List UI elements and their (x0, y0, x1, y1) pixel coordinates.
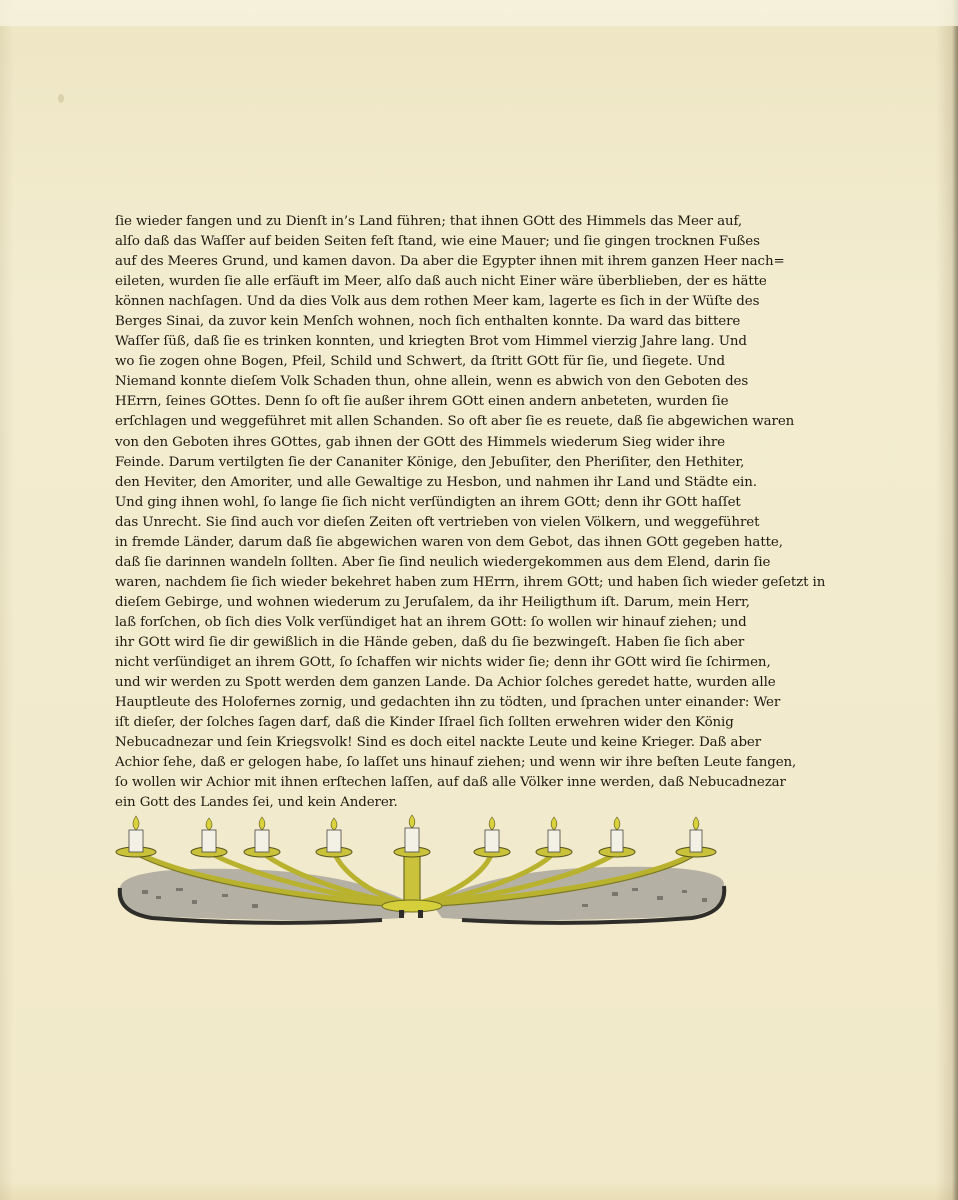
text-line: Waſſer ſüß, daß ſie es trinken konnten, und kriegten Brot vom Himmel vierzig Jahre lang. Und (115, 334, 747, 350)
text-line: und wir werden zu Spott werden dem ganzen Lande. Da Achior ſolches geredet hatte, wurden alle (115, 675, 776, 691)
text-line: den Heviter, den Amoriter, und alle Gewaltige zu Hesbon, und nahmen ihr Land und Städte ein. (115, 474, 757, 490)
text-line: auf des Meeres Grund, und kamen davon. Da aber die Egypter ihnen mit ihrem ganzen Heer nach= (115, 254, 785, 270)
text-line: das Unrecht. Sie ſind auch vor dieſen Zeiten oft vertrieben von vielen Völkern, und weggeführet (115, 514, 760, 530)
text-line: erſchlagen und weggeführet mit allen Schanden. So oft aber ſie es reuete, daß ſie abgewichen waren (115, 414, 795, 430)
text-line: alſo daß das Waſſer auf beiden Seiten feſt ſtand, wie eine Mauer; und ſie gingen trocknen Fußes (115, 234, 760, 250)
text-line: von den Geboten ihres GOttes, gab ihnen der GOtt des Himmels wiederum Sieg wider ihre (115, 434, 725, 450)
text-line: Niemand konnte dieſem Volk Schaden thun, ohne allein, wenn es abwich von den Geboten des (115, 374, 749, 390)
text-line: Berges Sinai, da zuvor kein Menſch wohnen, noch ſich enthalten konnte. Da ward das bittere (115, 314, 741, 330)
candles (116, 815, 716, 857)
text-line: iſt dieſer, der ſolches ſagen darf, daß die Kinder Iſrael ſich ſollten erwehren wider den König (115, 715, 734, 731)
text-line: Feinde. Darum vertilgten ſie der Cananiter Könige, den Jebuſiter, den Pheriſiter, den Hethiter, (115, 454, 745, 470)
text-line: in fremde Länder, darum daß ſie abgewichen waren von dem Gebot, das ihnen GOtt gegeben hatte, (115, 534, 783, 550)
text-line: Achior ſehe, daß er gelogen habe, ſo laſſet uns hinauf ziehen; und wenn wir ihre beſten Leute fangen, (115, 755, 797, 771)
text-line: ſo wollen wir Achior mit ihnen erſtechen laſſen, auf daß alle Völker inne werden, daß Nebucadnezar (115, 775, 786, 791)
text-line: ihr GOtt wird ſie dir gewißlich in die Hände geben, daß du ſie bezwingeſt. Haben ſie ſich aber (115, 634, 745, 650)
paper-stain (58, 94, 64, 103)
text-line: HErrn, ſeines GOttes. Denn ſo oft ſie außer ihrem GOtt einen andern anbeteten, wurden ſie (115, 394, 729, 410)
text-line: ſie wieder fangen und zu Dienſt in’s Land führen; that ihnen GOtt des Himmels das Meer auf, (115, 214, 743, 229)
text-line: Und ging ihnen wohl, ſo lange ſie ſich nicht verſündigten an ihrem GOtt; denn ihr GOtt haſſet (115, 494, 741, 510)
text-line: daß ſie darinnen wandeln ſollten. Aber ſie ſind neulich wiedergekommen aus dem Elend, darin ſie (115, 554, 771, 570)
page-top-edge (0, 0, 958, 26)
candelabrum-icon (112, 812, 732, 928)
text-line: nicht verſündiget an ihrem GOtt, ſo ſchaffen wir nichts wider ſie; denn ihr GOtt wird ſie ſchirmen, (115, 655, 771, 671)
body-text (115, 212, 826, 813)
text-line: Hauptleute des Holofernes zornig, und gedachten ihn zu tödten, und ſprachen unter einander: Wer (115, 695, 781, 711)
text-line: eileten, wurden ſie alle erſäuft im Meer, alſo daß auch nicht Einer wäre überblieben, der es hätte (115, 274, 767, 290)
candelabrum-illustration (112, 812, 732, 928)
text-line-last: ein Gott des Landes ſei, und kein Anderer. (115, 795, 398, 811)
text-line: dieſem Gebirge, und wohnen wiederum zu Jeruſalem, da ihr Heiligthum iſt. Darum, mein Herr, (115, 594, 750, 610)
text-line: waren, nachdem ſie ſich wieder bekehret haben zum HErrn, ihrem GOtt; und haben ſich wieder geſetzt in (115, 574, 826, 590)
text-line: laß forſchen, ob ſich dies Volk verſündiget hat an ihrem GOtt: ſo wollen wir hinauf ziehen; und (115, 614, 747, 630)
text-line: können nachſagen. Und da dies Volk aus dem rothen Meer kam, lagerte es ſich in der Wüſte des (115, 294, 760, 310)
text-line: Nebucadnezar und ſein Kriegsvolk! Sind es doch eitel nackte Leute und keine Krieger. Daß aber (115, 735, 762, 751)
text-line: wo ſie zogen ohne Bogen, Pfeil, Schild und Schwert, da ſtritt GOtt für ſie, und ſiegete. Und (115, 354, 725, 370)
